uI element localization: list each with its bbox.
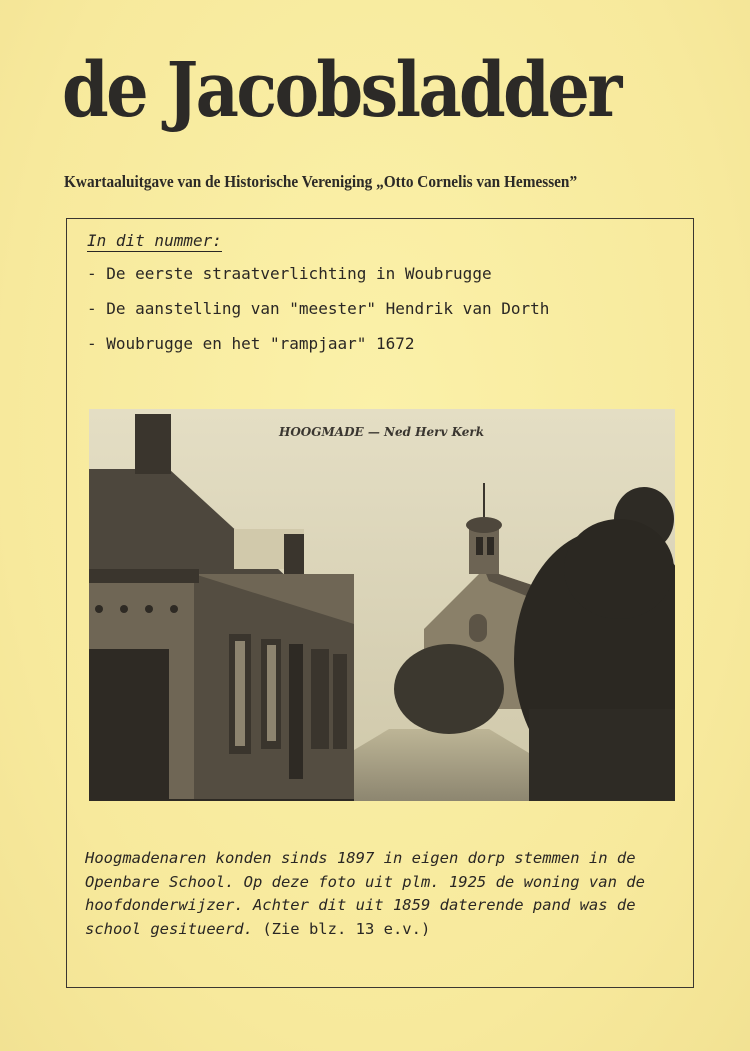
caption-italic: Hoogmadenaren konden sinds 1897 in eigen dorp stemmen in de Openbare School. Op deze foto uit plm. 1925 de woning van de hoofdonderwijzer. Achter dit uit 1859 daterende pand was de school gesitueerd.: [85, 849, 645, 938]
magazine-title: de Jacobsladder: [62, 45, 620, 134]
caption-reference: (Zie blz. 13 e.v.): [252, 919, 431, 938]
photo-print-caption: HOOGMADE — Ned Herv Kerk: [279, 425, 485, 439]
photo-illustration: [89, 409, 675, 801]
contents-box: [66, 218, 694, 988]
contents-item: - De eerste straatverlichting in Woubrugge: [87, 264, 492, 283]
contents-heading: In dit nummer:: [87, 231, 222, 250]
cover-photo: [89, 409, 675, 801]
contents-list: [87, 263, 549, 368]
contents-item: - De aanstelling van "meester" Hendrik van Dorth: [87, 299, 550, 318]
contents-item: - Woubrugge en het "rampjaar" 1672: [87, 334, 415, 353]
magazine-subtitle: Kwartaaluitgave van de Historische Vereniging „Otto Cornelis van Hemessen”: [64, 172, 578, 191]
photo-caption: [85, 847, 685, 941]
